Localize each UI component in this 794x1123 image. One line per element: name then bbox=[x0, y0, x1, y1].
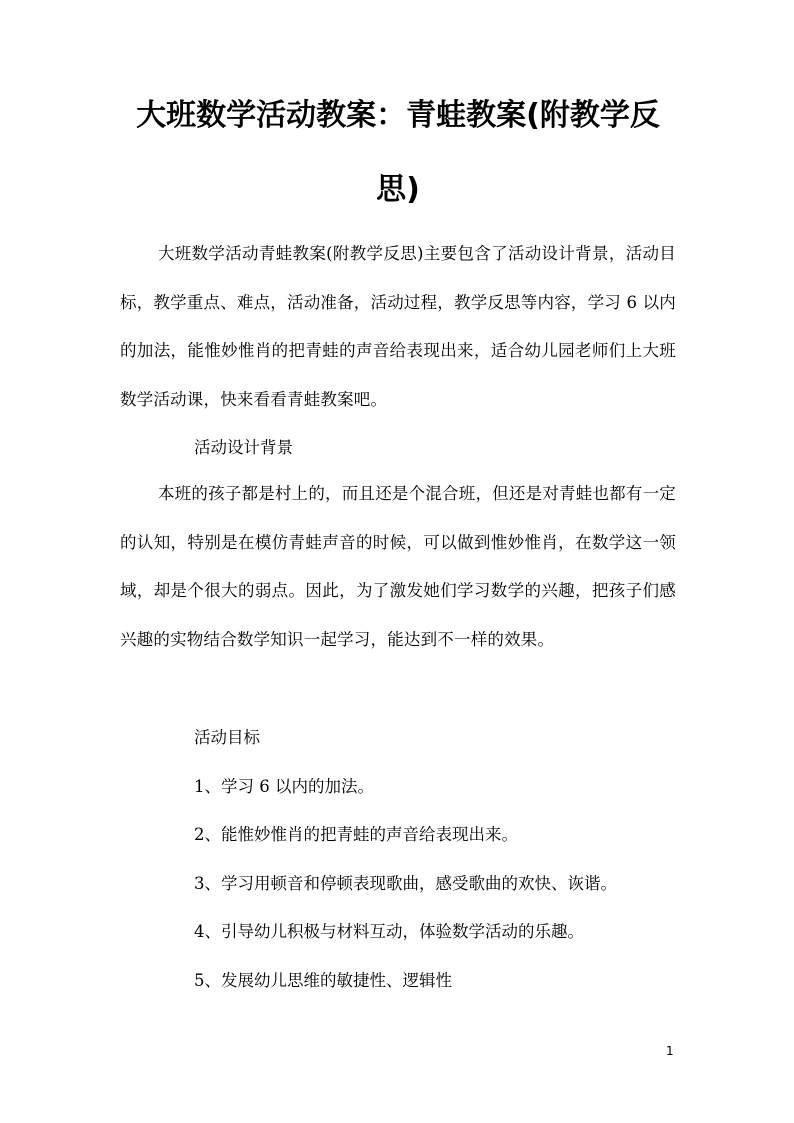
goal-item-4: 4、引导幼儿积极与材料互动，体验数学活动的乐趣。 bbox=[194, 922, 584, 941]
background-paragraph: 本班的孩子都是村上的，而且还是个混合班，但还是对青蛙也都有一定的认知，特别是在模仿青蛙声音的时候，可以做到惟妙惟肖，在数学这一领域，却是个很大的弱点。因此，为了激发她们学习数学的兴趣，把孩子们感兴趣的实物结合数学知识一起学习，能达到不一样的效果。 bbox=[120, 484, 676, 649]
section-heading-goals: 活动目标 bbox=[194, 728, 260, 747]
document-title-line-1: 大班数学活动教案：青蛙教案(附教学反 bbox=[136, 98, 660, 133]
page-number: 1 bbox=[666, 1044, 674, 1058]
intro-paragraph: 大班数学活动青蛙教案(附教学反思)主要包含了活动设计背景，活动目标，教学重点、难点，活动准备，活动过程，教学反思等内容，学习 6 以内的加法，能惟妙惟肖的把青蛙的声音给表现出来，适合幼儿园老师们上大班数学活动课，快来看看青蛙教案吧。 bbox=[120, 244, 676, 409]
goal-item-1: 1、学习 6 以内的加法。 bbox=[194, 777, 374, 796]
goal-item-2: 2、能惟妙惟肖的把青蛙的声音给表现出来。 bbox=[194, 825, 518, 844]
document-title-line-2: 思) bbox=[376, 172, 420, 207]
section-heading-background: 活动设计背景 bbox=[194, 438, 293, 457]
goal-item-3: 3、学习用顿音和停顿表现歌曲，感受歌曲的欢快、诙谐。 bbox=[194, 874, 617, 893]
goal-item-5: 5、发展幼儿思维的敏捷性、逻辑性 bbox=[194, 971, 452, 990]
